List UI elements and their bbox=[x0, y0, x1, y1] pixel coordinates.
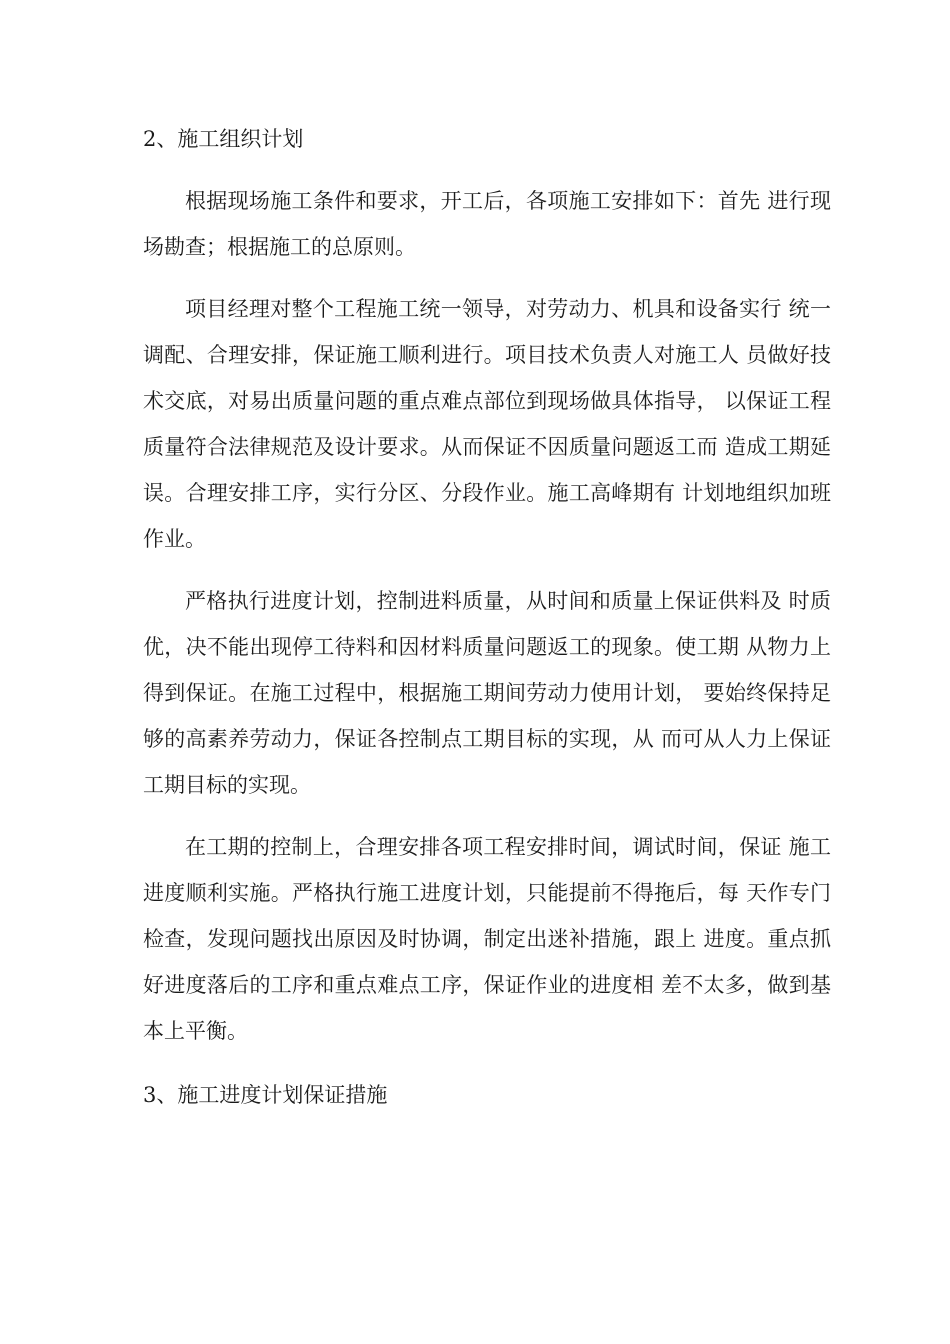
paragraph-site-survey: 根据现场施工条件和要求，开工后，各项施工安排如下：首先 进行现场勘查；根据施工的总原则。 bbox=[143, 189, 831, 259]
paragraph-progress-plan: 严格执行进度计划，控制进料质量，从时间和质量上保证供料及 时质优，决不能出现停工待料和因材料质量问题返工的现象。使工期 从物力上得到保证。在施工过程中，根据施工期间劳动力使用计划， 要始终保持足够的高素养劳动力，保证各控制点工期目标的实现，从 而可从人力上保证工期目标的实现。 bbox=[143, 589, 831, 797]
document-body bbox=[143, 116, 831, 1118]
paragraph-project-manager: 项目经理对整个工程施工统一领导，对劳动力、机具和设备实行 统一调配、合理安排，保证施工顺利进行。项目技术负责人对施工人 员做好技术交底，对易出质量问题的重点难点部位到现场做具体指导， 以保证工程质量符合法律规范及设计要求。从而保证不因质量问题返工而 造成工期延误。合理安排工序，实行分区、分段作业。施工高峰期有 计划地组织加班作业。 bbox=[143, 297, 831, 551]
section-heading-2: 2、施工组织计划 bbox=[143, 127, 304, 151]
paragraph-schedule-control: 在工期的控制上，合理安排各项工程安排时间，调试时间，保证 施工进度顺利实施。严格执行施工进度计划，只能提前不得拖后，每 天作专门检查，发现问题找出原因及时协调，制定出迷补措施，跟上 进度。重点抓好进度落后的工序和重点难点工序，保证作业的进度相 差不太多，做到基本上平衡。 bbox=[143, 835, 831, 1043]
section-heading-3: 3、施工进度计划保证措施 bbox=[143, 1083, 388, 1107]
